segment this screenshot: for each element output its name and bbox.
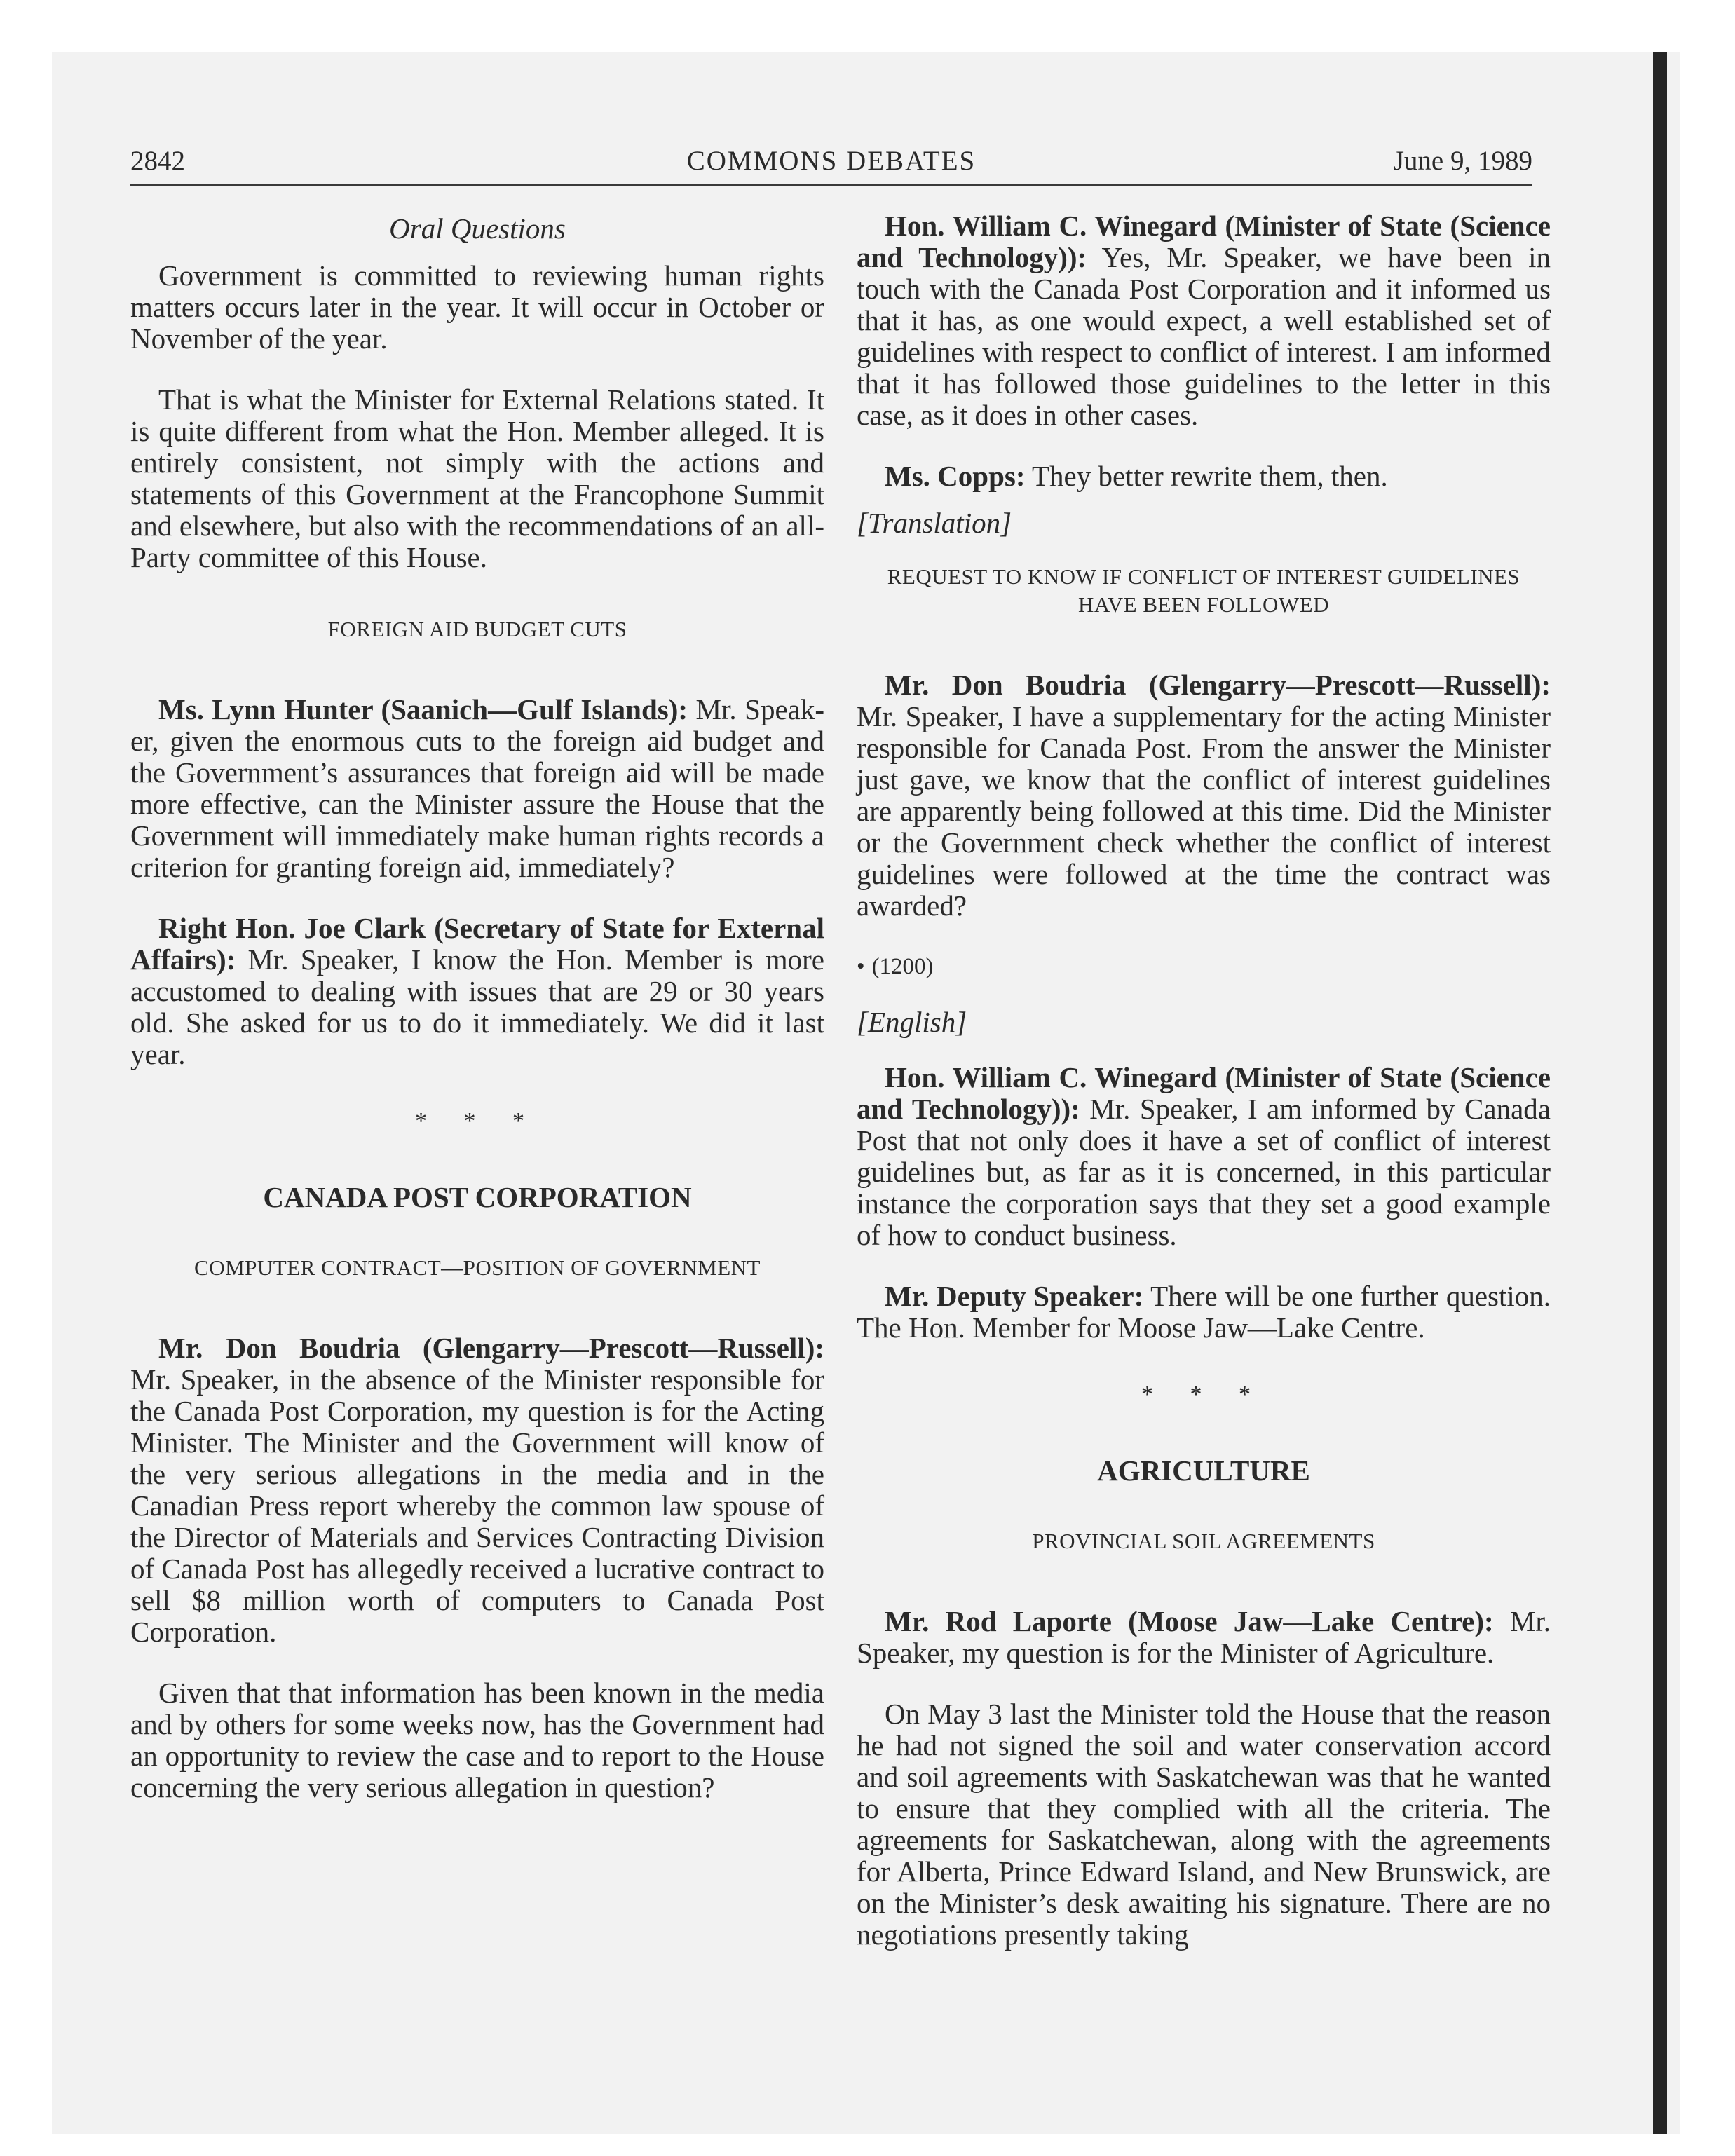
speech-boudria [130,1332,824,1648]
speech-text: There will be one further question. The Hon. Member for Moose Jaw—Lake Centre. [857,1280,1551,1344]
time-stamp: (1200) [871,954,934,979]
page-number: 2842 [130,146,185,176]
speaker-name: Mr. Deputy Speaker: [885,1280,1144,1312]
header-rule [130,184,1532,186]
speech-text: Mr. Speaker, I know the Hon. Member is more accustomed to dealing with issues that are 29 or 30 years old. She asked for us to do it immediately. We did it last year. [130,943,824,1070]
bullet-icon: • [857,954,865,979]
time-marker [857,951,1551,983]
speaker-name: Mr. Rod Laporte (Moose Jaw—Lake Centre): [885,1605,1494,1637]
paragraph: That is what the Minister for External Relations stated. It is quite different from what the Hon. Member alleged. It is entirely consistent, not simply with the actions and statements of this Government at the Francophone Summit and elsewhere, but also with the recommendations of an all-Party committee of this House. [130,383,824,573]
paragraph: Given that that information has been known in the media and by others for some weeks now, has the Government had an opportunity to review the case and to report to the House concerning the very serious allegation in question? [130,1677,824,1803]
speaker-name: Ms. Copps: [885,460,1026,492]
subheading-computer-contract: COMPUTER CONTRACT—POSITION OF GOVERNMENT [194,1255,761,1280]
speech-text: Mr. Speaker, I am informed by Canada Post that not only does it have a set of conflict of interest guidelines but, as far as it is concerned, in this particular instance the corporation says that they set a good example of how to conduct business. [857,1093,1551,1251]
language-marker: [Translation] [857,507,1012,539]
speech-text: Mr. Speaker, I have a supplementary for the acting Minister responsible for Canada Post. From the answer the Minister just gave, we know that the conflict of interest guidelines are apparently being followed at this time. Did the Minister or the Government check whether the conflict of interest guidelines were followed at the time the contract was awarded? [857,700,1551,922]
speech-text: Mr. Speaker, my question is for the Minister of Agriculture. [857,1605,1551,1669]
speech-clark [130,913,824,1070]
speech-copps [857,460,1551,492]
subheading-soil-agreements: PROVINCIAL SOIL AGREEMENTS [1032,1529,1375,1553]
right-column [857,210,1551,1951]
speech-laporte [857,1606,1551,1669]
speech-text: Yes, Mr. Speaker, we have been in touch with the Canada Post Corporation and it informed us that it has, as one would expect, a well established set of guidelines with respect to conflict of interest. I am informed that it has followed those guidelines to the letter in this case, as it does in other cases. [857,241,1551,431]
issue-date: June 9, 1989 [1393,146,1532,176]
heading-canada-post: CANADA POST CORPORATION [263,1181,692,1213]
speech-winegard [857,210,1551,431]
left-column [130,210,824,1833]
speech-hunter [130,694,824,883]
section-separator: * * * [1141,1381,1266,1407]
paragraph: On May 3 last the Minister told the House that the reason he had not signed the soil and water conservation accord and soil agreements with Saskatchewan was that he wanted to ensure that they complied with all the criteria. The agreements for Saskatchewan, along with the agreements for Alberta, Prince Edward Island, and New Brunswick, are on the Minister’s desk awaiting his signature. There are no negotiations presently taking [857,1698,1551,1951]
speaker-name: Right Hon. Joe Clark (Secretary of State for External Affairs): [130,912,824,976]
heading-agriculture: AGRICULTURE [1097,1454,1310,1487]
section-title: Oral Questions [389,212,566,245]
subheading-foreign-aid: FOREIGN AID BUDGET CUTS [327,617,627,641]
speaker-name: Ms. Lynn Hunter (Saanich—Gulf Islands): [158,693,688,725]
language-marker: [English] [857,1006,967,1038]
speech-text: They better rewrite them, then. [1025,460,1388,492]
subheading-request: REQUEST TO KNOW IF CONFLICT OF INTEREST GUIDELINES HAVE BEEN FOLLOWED [887,564,1520,617]
paragraph: Government is committed to reviewing human rights matters occurs later in the year. It will occur in October or November of the year. [130,259,824,355]
speaker-name: Hon. William C. Winegard (Minister of State (Science and Technology)): [857,1061,1551,1125]
binding-edge [1653,52,1667,2134]
speech-winegard [857,1062,1551,1251]
speaker-name: Hon. William C. Winegard (Minister of State (Science and Technology)): [857,210,1551,273]
publication-title: COMMONS DEBATES [686,146,977,176]
speech-boudria [857,669,1551,922]
running-header [130,140,1532,182]
speech-text: Mr. Speaker, in the absence of the Minister responsible for the Canada Post Corporation, my question is for the Acting Minister. The Minister and the Government will know of the very serious allegations in the media and in the Canadian Press report whereby the common law spouse of the Director of Materials and Services Contracting Division of Canada Post has allegedly received a lucrative contract to sell $8 million worth of computers to Canada Post Corporation. [130,1363,824,1648]
speaker-name: Mr. Don Boudria (Glengarry—Prescott—Russell): [158,1332,824,1364]
section-separator: * * * [415,1108,540,1134]
speech-deputy-speaker [857,1281,1551,1344]
speaker-name: Mr. Don Boudria (Glengarry—Prescott—Russell): [885,669,1551,701]
speech-text: Mr. Speaker, given the enormous cuts to the foreign aid budget and the Government’s assurances that foreign aid will be made more effective, can the Minister assure the House that the Government will immediately make human rights records a criterion for granting foreign aid, immediately? [130,693,824,883]
